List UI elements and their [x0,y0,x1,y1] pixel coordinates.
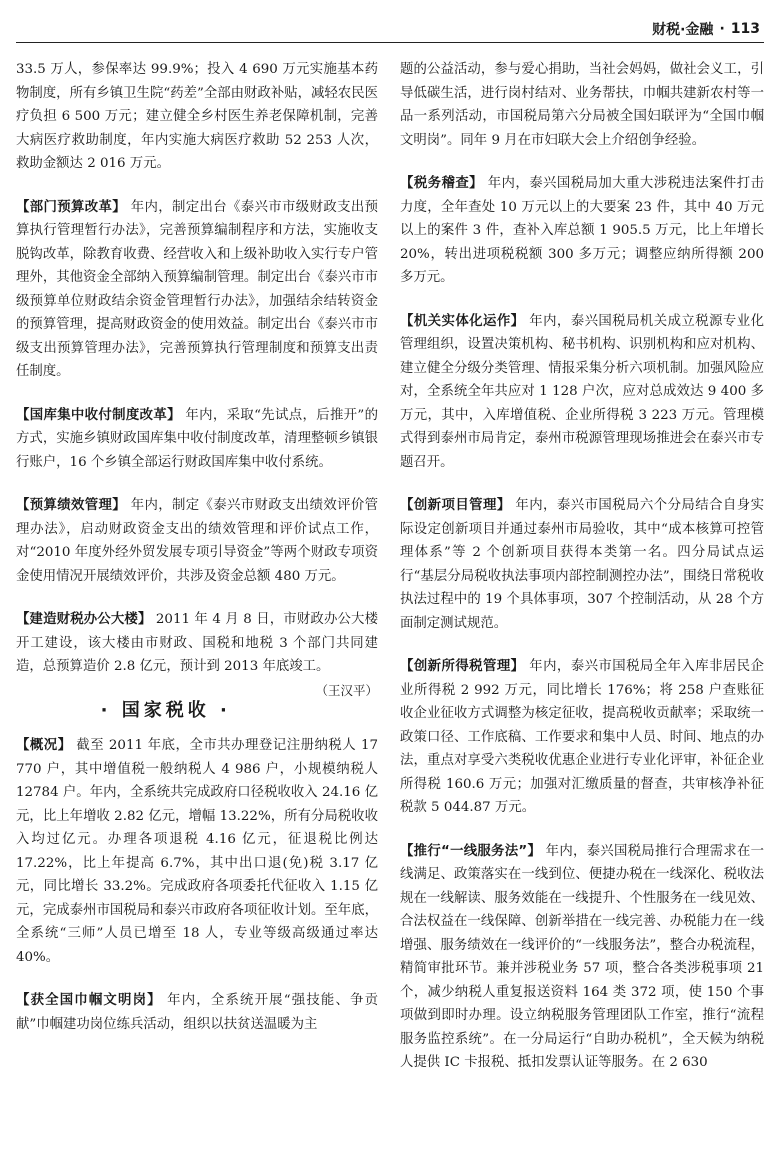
heading-income-tax: 【创新所得税管理】 [400,659,525,674]
paragraph-income-tax [400,655,764,820]
heading-overview: 【概况】 [16,738,72,753]
section-title: · 国家税收 · [100,699,231,721]
paragraph-overview [16,734,378,969]
text-treasury: 年内，采取“先试点，后推开”的方式，实施乡镇财政国库集中收付制度改革，清理整顿乡镇银行账户，16 个乡镇全部运行财政国库集中收付系统。 [16,407,378,470]
continued-paragraph: 题的公益活动，参与爱心捐助，当社会妈妈，做社会义工，引导低碳生活，进行岗村结对、业务帮扶，巾帼共建新农村等一品一系列活动，市国税局第六分局被全国妇联评为“全国巾帼文明岗”。同年 9 月在市妇联大会上介绍创争经验。 [400,62,764,148]
paragraph-innovation-project [400,494,764,635]
header-section: 财税·金融 [652,22,714,38]
paragraph-department-budget [16,196,378,384]
paragraph-frontline-service [400,840,764,1075]
heading-tax-inspection: 【税务稽查】 [400,176,484,191]
heading-women-award: 【获全国巾帼文明岗】 [16,993,162,1008]
paragraph-agency-operation [400,310,764,475]
heading-innovation-project: 【创新项目管理】 [400,498,511,513]
text-department-budget: 年内，制定出台《泰兴市市级财政支出预算执行管理暂行办法》，完善预算编制程序和方法，实施收支脱钩改革，除教育收费、经营收入和上级补助收入实行专户管理外，其他资金全部纳入预算编制管理。制定出台《泰兴市市级预算单位财政结余资金管理暂行办法》，加强结余结转资金的预算管理，提高财政资金的使用效益。制定出台《泰兴市市级支出预算管理办法》，完善预算执行管理制度和预算支出责任制度。 [16,199,378,379]
text-frontline-service: 年内，泰兴国税局推行合理需求在一线满足、政策落实在一线到位、便捷办税在一线深化、税收法规在一线解读、服务效能在一线提升、个性服务在一线见效、合法权益在一线保障、创新举措在一线完善、办税能力在一线增强、服务绩效在一线评价的“一线服务法”，整合办税流程，精简审批环节。兼并涉税业务 57 项，整合各类涉税事项 21 个，减少纳税人重复报送资料 164 类 372 项，使 150 个事项做到即时办理。设立纳税服务管理团队工作室，推行“流程服务监控系统”。在一分局运行“自助办税机”，全天候为纳税人提供 IC 卡报税、抵扣发票认证等服务。在 2 630 [400,843,764,1070]
heading-treasury: 【国库集中收付制度改革】 [16,407,181,423]
heading-frontline-service: 【推行“一线服务法”】 [400,843,542,859]
text-women-award: 年内，全系统开展“强技能、争贡献”巾帼建功岗位练兵活动，组织以扶贫送温暖为主 [16,993,378,1032]
text-innovation-project: 年内，泰兴市国税局六个分局结合自身实际设定创新项目并通过泰州市局验收，其中“成本核算可控管理体系”等 2 个创新项目获得本类第一名。四分局试点运行“基层分局税收执法事项内部控制测控办法”，围绕日常税收执法过程中的 19 个具体事项，307 个控制活动，从 28 个方面制定测试规范。 [400,498,764,631]
paragraph-tax-inspection [400,172,764,290]
paragraph-women-award [16,989,378,1036]
text-overview: 截至 2011 年底，全市共办理登记注册纳税人 17 770 户，其中增值税一般纳税人 4 986 户，小规模纳税人 12784 户。年内，全系统共完成政府口径税收收入 24.16 亿元，比上年增收 2.82 亿元，增幅 13.22%，所有分局税收收入均过亿元。办理各项退税 4.16 亿元，征退税比例达 17.22%，比上年提高 6.7%，其中出口退(免)税 3.17 亿元，同比增长 33.2%。完成政府各项委托代征收入 1.15 亿元，完成泰州市国税局和泰兴市政府各项征收计划。至年底，全系统“三师”人员已增至 18 人，专业等级高级通过率达 40%。 [16,738,378,965]
author-credit: （王汉平） [315,682,378,698]
header-separator: · [719,21,725,37]
text-performance: 年内，制定《泰兴市财政支出绩效评价管理办法》，启动财政资金支出的绩效管理和评价试点工作，对“2010 年度外经外贸发展专项引导资金”等两个财政专项资金使用情况开展绩效评价，共涉及资金总额 480 万元。 [16,498,378,584]
text-office-building: 2011 年 4 月 8 日，市财政办公大楼开工建设，该大楼由市财政、国税和地税 3 个部门共同建造，总预算造价 2.8 亿元，预计到 2013 年底竣工。 [16,612,379,674]
heading-performance: 【预算绩效管理】 [16,498,127,513]
left-column [16,58,378,1056]
heading-department-budget: 【部门预算改革】 [16,199,127,215]
text-agency-operation: 年内，泰兴国税局机关成立税源专业化管理组织，设置决策机构、秘书机构、识别机构和应对机构、建立健全分级分类管理、情报采集分析六项机制。加强风险应对，全系统全年共应对 1 128 户次，应对总成效达 9 400 多万元，其中，入库增值税、企业所得税 3 223 万元。管理模式得到泰州市局肯定，泰州市税源管理现场推进会在泰兴市专题召开。 [400,313,764,470]
paragraph-treasury [16,404,378,475]
paragraph-office-building [16,608,379,698]
paragraph-performance [16,494,378,588]
intro-paragraph: 33.5 万人，参保率达 99.9%；投入 4 690 万元实施基本药物制度，所有乡镇卫生院“药差”全部由财政补贴，减轻农民医疗负担 6 500 万元；建立健全乡村医生养老保障机制，完善大病医疗救助制度，年内实施大病医疗救助 52 253 人次，救助金额达 2 016 万元。 [16,62,378,171]
text-tax-inspection: 年内，泰兴国税局加大重大涉税违法案件打击力度，全年查处 10 万元以上的大要案 23 件，其中 40 万元以上的案件 3 件，查补入库总额 1 905.5 万元，比上年增长 20%，转出进项税税额 300 多万元；调整应纳所得额 200 多万元。 [400,176,764,285]
right-column [400,58,764,1095]
heading-agency-operation: 【机关实体化运作】 [400,313,525,329]
page-header [16,16,764,43]
page-number: 113 [730,21,760,37]
heading-office-building: 【建造财税办公大楼】 [16,612,152,627]
text-income-tax: 年内，泰兴市国税局全年入库非居民企业所得税 2 992 万元，同比增长 176%；将 258 户查账征收企业征收方式调整为核定征收，提高税收贡献率；采取统一政策口径、工作底稿、工作要求和集中人员、时间、地点的办法，重点对享受六类税收优惠企业进行专业化评审，补征企业所得税 160.6 万元；加强对汇缴质量的督查，共审核净补征税款 5 044.87 万元。 [400,659,764,815]
